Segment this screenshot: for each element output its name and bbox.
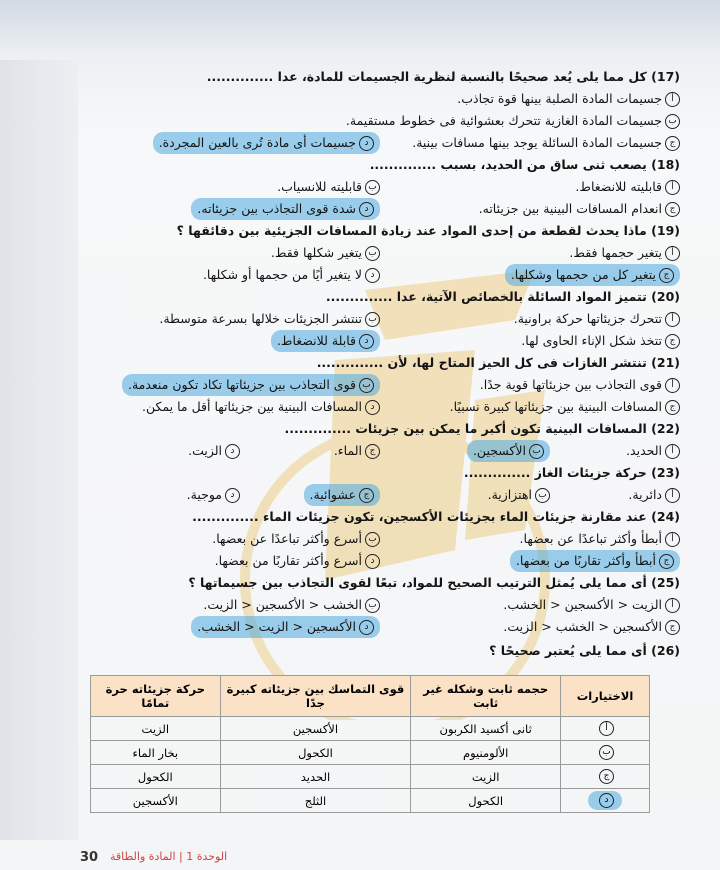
table-cell: الثلج — [220, 789, 411, 813]
choice-text: موجية. — [186, 487, 222, 502]
choice-row — [80, 484, 680, 506]
question-number: (23) — [651, 465, 680, 480]
table-cell — [561, 717, 650, 741]
question-25 — [80, 572, 680, 594]
choice-label: ب — [365, 312, 380, 327]
table-cell: الزيت — [411, 765, 561, 789]
question-number: (22) — [651, 421, 680, 436]
choice-text: الزيت. — [188, 443, 222, 458]
choice-text: يتغير شكلها فقط. — [270, 245, 362, 260]
choice-text: جسيمات أى مادة تُرى بالعين المجردة. — [158, 135, 356, 150]
choice-highlighted[interactable] — [271, 330, 380, 352]
table-cell: الأكسجين — [220, 717, 411, 741]
choice[interactable] — [271, 242, 380, 264]
question-18 — [80, 154, 680, 176]
choice-text: تتحرك جزيئاتها حركة براونية. — [513, 311, 662, 326]
question-number: (25) — [651, 575, 680, 590]
choice-label: ج — [659, 554, 674, 569]
choice-highlighted[interactable] — [467, 440, 550, 462]
choice-text: الزيت < الأكسجين < الخشب. — [503, 597, 662, 612]
choice[interactable] — [450, 396, 680, 418]
choice-highlighted[interactable] — [510, 550, 680, 572]
choice-text: قوى التجاذب بين جزيئاتها قوية جدًا. — [479, 377, 662, 392]
question-number: (19) — [651, 223, 680, 238]
answer-table — [90, 675, 650, 813]
question-number: (24) — [651, 509, 680, 524]
choice-row — [80, 198, 680, 220]
question-text: كل مما يلى يُعد صحيحًا بالنسبة لنظرية الجسيمات للمادة، عدا .............. — [206, 69, 647, 84]
table-row[interactable] — [91, 741, 650, 765]
choice-text: أبطأ وأكثر تقاربًا من بعضها. — [515, 553, 656, 568]
choice-label: د — [359, 334, 374, 349]
choice[interactable] — [521, 330, 680, 352]
choice[interactable] — [142, 396, 380, 418]
choice[interactable] — [215, 550, 380, 572]
choice-row — [80, 176, 680, 198]
choice-text: لا يتغير أيًا من حجمها أو شكلها. — [202, 267, 362, 282]
question-text: المسافات البينية تكون أكبر ما يمكن بين جزيئات .............. — [284, 421, 647, 436]
choice-row — [80, 550, 680, 572]
choice[interactable] — [277, 176, 380, 198]
choice-row — [80, 330, 680, 352]
choice-row — [80, 374, 680, 396]
choice[interactable] — [520, 528, 680, 550]
choice-row — [80, 308, 680, 330]
choice-text: قابليته للانضغاط. — [575, 179, 662, 194]
choice-row — [80, 594, 680, 616]
table-header: حجمه ثابت وشكله غير ثابت — [411, 676, 561, 717]
question-number: (21) — [651, 355, 680, 370]
choice[interactable] — [503, 616, 680, 638]
choice-label: أ — [599, 721, 614, 736]
choice[interactable] — [569, 242, 680, 264]
choice-text: جسيمات المادة الصلبة بينها قوة تجاذب. — [457, 91, 662, 106]
table-cell — [561, 765, 650, 789]
table-cell: الأكسجين — [91, 789, 221, 813]
choice[interactable] — [626, 440, 680, 462]
choice-label: د — [365, 268, 380, 283]
table-row[interactable] — [91, 717, 650, 741]
choice-text: قوى التجاذب بين جزيئاتها تكاد تكون منعدمة. — [127, 377, 356, 392]
table-cell: الكحول — [411, 789, 561, 813]
choice-text: المسافات البينية بين جزيئاتها أقل ما يمكن. — [142, 399, 362, 414]
question-text: ماذا يحدث لقطعة من إحدى المواد عند زيادة المسافات الجزيئية بين دقائقها ؟ — [176, 223, 647, 238]
choice-text: الأكسجين. — [472, 443, 526, 458]
question-text: تتميز المواد السائلة بالخصائص الآتية، عدا .............. — [325, 289, 647, 304]
choice-text: الحديد. — [626, 443, 662, 458]
question-number: (18) — [651, 157, 680, 172]
choice-label: أ — [665, 488, 680, 503]
choice[interactable] — [334, 440, 380, 462]
choice-label: أ — [665, 180, 680, 195]
choice-label: ج — [599, 769, 614, 784]
choice-text: الخشب < الأكسجين < الزيت. — [203, 597, 362, 612]
question-text: أى مما يلى يُمثل الترتيب الصحيح للمواد، تبعًا لقوى التجاذب بين جسيماتها ؟ — [188, 575, 647, 590]
question-text: حركة جزيئات الغاز .............. — [463, 465, 647, 480]
choice-label: د — [359, 620, 374, 635]
table-cell: الزيت — [91, 717, 221, 741]
choice-text: جسيمات المادة السائلة يوجد بينها مسافات بينية. — [412, 135, 662, 150]
question-21 — [80, 352, 680, 374]
choice-text: المسافات البينية بين جزيئاتها كبيرة نسبيًا. — [449, 399, 662, 414]
question-text: أى مما يلى يُعتبر صحيحًا ؟ — [489, 643, 647, 658]
table-cell: الألومنيوم — [411, 741, 561, 765]
table-cell: الحديد — [220, 765, 411, 789]
choice-label: أ — [665, 532, 680, 547]
choice-highlighted[interactable] — [122, 374, 380, 396]
table-header-row — [91, 676, 650, 717]
choice-label: ج — [365, 444, 380, 459]
choice[interactable] — [212, 528, 380, 550]
choice-text: تنتشر الجزيئات خلالها بسرعة متوسطة. — [159, 311, 362, 326]
choice-text: تتخذ شكل الإناء الحاوى لها. — [521, 333, 662, 348]
question-number: (17) — [651, 69, 680, 84]
choice-row — [80, 616, 680, 638]
question-24 — [80, 506, 680, 528]
choice-label: د — [225, 488, 240, 503]
choice-highlighted[interactable] — [304, 484, 380, 506]
choice-row — [80, 440, 680, 462]
choice-label: د — [365, 554, 380, 569]
choice-text: عشوائية. — [309, 487, 356, 502]
choice-row — [80, 242, 680, 264]
choice-text: الماء. — [333, 443, 362, 458]
table-row[interactable] — [91, 765, 650, 789]
choice-label: ج — [665, 620, 680, 635]
question-number: (26) — [651, 643, 680, 658]
choice-label: ج — [665, 334, 680, 349]
table-row-highlighted[interactable] — [91, 789, 650, 813]
choice[interactable] — [187, 484, 240, 506]
choice-text: أسرع وأكثر تباعدًا عن بعضها. — [212, 531, 362, 546]
question-20 — [80, 286, 680, 308]
choice-label: ج — [665, 400, 680, 415]
choice-text: انعدام المسافات البينية بين جزيئاته. — [478, 201, 662, 216]
question-26 — [80, 640, 680, 662]
background-shadow — [0, 60, 78, 840]
choice-label: أ — [665, 92, 680, 107]
choice-label: ب — [359, 378, 374, 393]
question-text: عند مقارنة جزيئات الماء بجزيئات الأكسجين، تكون جزيئات الماء .............. — [192, 509, 647, 524]
choice-text: اهتزازية. — [487, 487, 532, 502]
choice[interactable] — [80, 110, 680, 132]
choice[interactable] — [488, 484, 550, 506]
choice-label: أ — [665, 312, 680, 327]
table-cell: الكحول — [91, 765, 221, 789]
choice[interactable] — [479, 198, 680, 220]
choice-row — [80, 396, 680, 418]
choice-label: ب — [365, 532, 380, 547]
table-header: قوى التماسك بين جزيئاته كبيرة جدًا — [220, 676, 411, 717]
choice-label: أ — [665, 444, 680, 459]
choice-label: أ — [665, 378, 680, 393]
choice[interactable] — [203, 264, 380, 286]
choice-label: ب — [599, 745, 614, 760]
choice-label: ب — [535, 488, 550, 503]
choice-label: ج — [665, 136, 680, 151]
choice[interactable] — [628, 484, 680, 506]
choice-highlighted[interactable] — [191, 616, 380, 638]
answer-highlight — [588, 791, 622, 810]
choice[interactable] — [188, 440, 240, 462]
question-number: (20) — [651, 289, 680, 304]
choice-text: أبطأ وأكثر تباعدًا عن بعضها. — [519, 531, 662, 546]
unit-label: الوحدة 1 | المادة والطاقة — [110, 850, 228, 863]
choice-label: د — [225, 444, 240, 459]
choice-text: قابليته للانسياب. — [277, 179, 362, 194]
table-header: الاختيارات — [561, 676, 650, 717]
choice-text: جسيمات المادة الغازية تتحرك بعشوائية فى خطوط مستقيمة. — [345, 113, 662, 128]
choice-label: أ — [665, 246, 680, 261]
table-cell — [561, 741, 650, 765]
table-cell: الكحول — [220, 741, 411, 765]
page-number: 30 — [80, 850, 99, 865]
choice-label: ب — [365, 246, 380, 261]
choice[interactable] — [480, 374, 680, 396]
question-17 — [80, 66, 680, 88]
question-22 — [80, 418, 680, 440]
choice-row — [80, 264, 680, 286]
choice-text: أسرع وأكثر تقاربًا من بعضها. — [214, 553, 362, 568]
choice[interactable] — [514, 308, 680, 330]
choice-text: شدة قوى التجاذب بين جزيئاته. — [197, 201, 356, 216]
choice-label: ب — [529, 444, 544, 459]
choice-label: ب — [365, 180, 380, 195]
choice-label: ج — [665, 202, 680, 217]
choice-label: د — [359, 202, 374, 217]
choice-highlighted[interactable] — [153, 132, 380, 154]
choice-label: ج — [359, 488, 374, 503]
choice-label: أ — [665, 598, 680, 613]
question-text: يصعب ثنى ساق من الحديد، بسبب .............. — [369, 157, 647, 172]
choice-label: د — [359, 136, 374, 151]
choice-text: الأكسجين < الخشب < الزيت. — [503, 619, 662, 634]
question-23 — [80, 462, 680, 484]
choice-row — [80, 528, 680, 550]
choice-text: دائرية. — [628, 487, 662, 502]
choice-label: ب — [665, 114, 680, 129]
choice[interactable] — [80, 88, 680, 110]
choice-label: ب — [365, 598, 380, 613]
choice-highlighted[interactable] — [191, 198, 380, 220]
question-text: تنتشر الغازات فى كل الحيز المتاح لها، لأن .............. — [316, 355, 647, 370]
choice-text: يتغير حجمها فقط. — [569, 245, 662, 260]
choice[interactable] — [503, 594, 680, 616]
table-header: حركة جزيئاته حرة تمامًا — [91, 676, 221, 717]
choice-label: د — [599, 793, 614, 808]
table-cell: بخار الماء — [91, 741, 221, 765]
choice-text: قابلة للانضغاط. — [276, 333, 356, 348]
choice-text: يتغير كل من حجمها وشكلها. — [510, 267, 656, 282]
choice[interactable] — [203, 594, 380, 616]
choice-label: د — [365, 400, 380, 415]
question-19 — [80, 220, 680, 242]
choice-highlighted[interactable] — [505, 264, 680, 286]
choice-label: ج — [659, 268, 674, 283]
choice-text: الأكسجين < الزيت < الخشب. — [197, 619, 356, 634]
table-cell: ثانى أكسيد الكربون — [411, 717, 561, 741]
table-cell — [561, 789, 650, 813]
choice[interactable] — [80, 132, 680, 154]
choice[interactable] — [159, 308, 380, 330]
choice[interactable] — [575, 176, 680, 198]
